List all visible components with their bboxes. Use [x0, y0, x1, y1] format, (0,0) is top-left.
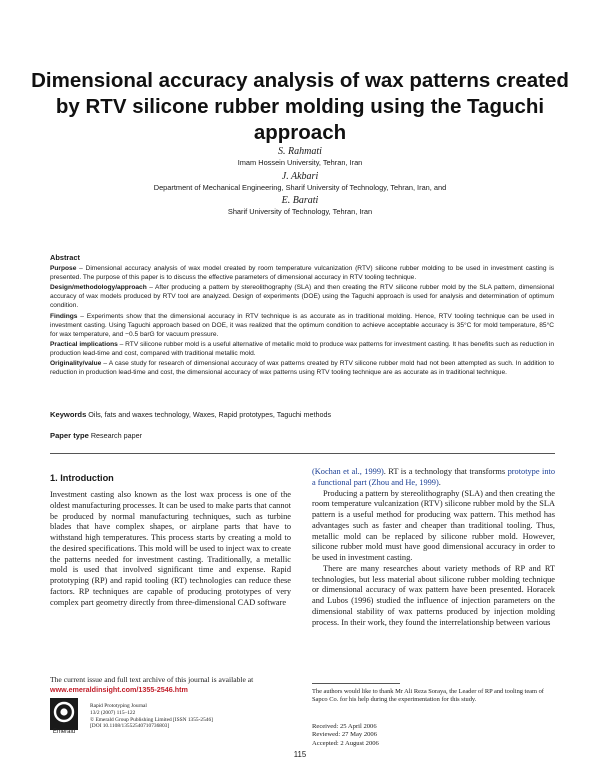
intro-paragraph-continued	[312, 467, 555, 489]
acknowledgement: The authors would like to thank Mr Ali Reza Soraya, the Leader of RP and tooling team of Sapco Co. for his help during the experimentation for this study.	[312, 688, 544, 704]
page-number: 115	[293, 750, 307, 759]
journal-copyright: © Emerald Group Publishing Limited [ISSN 1355-2546]	[90, 716, 213, 723]
abstract-text: – RTV silicone rubber mold is a useful alternative of metallic mold to produce wax patterns for investment casting. It has benefits such as reduction in production lead-time and cost, compared with traditional metallic mold.	[50, 340, 555, 357]
author-affiliation: Sharif University of Technology, Tehran, Iran	[227, 207, 373, 216]
archive-note	[50, 675, 291, 694]
left-column	[50, 490, 291, 608]
abstract-text: – After producing a pattern by stereolithography (SLA) and then creating the RTV silicone rubber mold by the SLA pattern, dimensional accuracy of wax models produced by RTV tool are analyzed. Design of experiments (DOE) using the Taguchi approach is used for analysis and determination of optimum condition.	[50, 284, 554, 310]
author-affiliation: Department of Mechanical Engineering, Sharif University of Technology, Tehran, Iran, and	[153, 182, 447, 192]
right-column	[312, 467, 555, 628]
abstract-text: – Experiments show that the dimensional accuracy in RTV technique is as accurate as in traditional molding. Hence, RTV tooling technique can be used in investment casting. Using Taguchi approach based on DOE, it was realized that the optimum condition to achieve acceptable accuracy is 35°C for mold temperature, 85°C for wax temperature, and −0.5 barG for vacuum pressure.	[50, 312, 554, 338]
intro-paragraph: There are many researches about variety methods of RP and RT technologies, but less material about silicone rubber molding technique or dimensional accuracy of wax pattern have been presented. Horacek and Lubos (1996) studied the influence of injection parameters on the dimensional stability of wax patterns produced by injection molding process. In their work, they found the interrelationship between various	[312, 563, 555, 627]
abstract-implications	[50, 340, 554, 358]
abstract-label: Findings	[50, 312, 78, 320]
abstract-label: Originality/value	[50, 360, 102, 368]
paper-title: Dimensional accuracy analysis of wax patterns created by RTV silicone rubber molding using the Taguchi approach	[31, 69, 569, 144]
emerald-logo-label: Emerald	[52, 729, 76, 735]
reviewed-date: Reviewed: 27 May 2006	[312, 731, 378, 739]
paper-type	[50, 431, 554, 441]
keywords-text: Oils, fats and waxes technology, Waxes, Rapid prototypes, Taguchi methods	[88, 410, 332, 419]
abstract-text: – A case study for research of dimensional accuracy of wax patterns created by RTV silicone rubber mold had not been attempted as such. In addition to reduction in production lead-time and cost, the dimensional accuracy of wax patterns using RTV tooling technique are as accurate as in traditional technique.	[50, 360, 554, 377]
paper-type-text: Research paper	[90, 431, 142, 440]
author-block	[40, 146, 560, 218]
author-affiliation: Imam Hossein University, Tehran, Iran	[237, 158, 363, 167]
journal-url-link[interactable]: www.emeraldinsight.com/1355-2546.htm	[50, 684, 188, 694]
body-text: .	[438, 477, 441, 487]
abstract-design	[50, 283, 554, 310]
abstract-label: Purpose	[50, 265, 77, 273]
citation-link[interactable]: prototype into a functional part (Zhou and He, 1999)	[312, 467, 555, 487]
author-3	[40, 195, 560, 218]
abstract-label: Practical implications	[50, 340, 118, 348]
author-name: E. Barati	[281, 195, 319, 206]
abstract-text: – Dimensional accuracy analysis of wax model created by room temperature vulcanization (RTV) silicone rubber molding to be used in investment casting is presented. The purpose of this paper is to discuss the effective parameters of dimensional accuracy in RTV tooling technique.	[50, 265, 554, 282]
keywords	[50, 410, 554, 420]
body-text: . RT is a technology that transforms	[383, 467, 508, 476]
abstract-purpose	[50, 264, 554, 282]
footnote-divider	[312, 683, 400, 684]
journal-name: Rapid Prototyping Journal	[90, 703, 147, 709]
author-name: S. Rahmati	[278, 146, 322, 157]
intro-paragraph: Producing a pattern by stereolithography (SLA) and then creating the room temperature vulcanization (RTV) silicone rubber mold by the SLA pattern is a useful method for producing wax pattern. This method has advantages such as faster and cheaper than traditional tooling. Thus, metallic mold can be replaced by silicone rubber mold. However, silicone rubber mold must have good dimensional accuracy in order to be used in investment casting.	[312, 488, 555, 562]
received-date: Received: 25 April 2006	[312, 723, 377, 730]
journal-issue: 13/2 (2007) 115–122	[90, 709, 136, 716]
abstract-findings	[50, 312, 554, 339]
emerald-logo	[50, 698, 78, 738]
abstract-heading: Abstract	[50, 253, 80, 262]
keywords-label: Keywords	[50, 410, 87, 419]
abstract-label: Design/methodology/approach	[50, 284, 147, 292]
paper-type-label: Paper type	[50, 431, 89, 440]
author-name: J. Akbari	[281, 170, 319, 182]
history-dates	[312, 723, 555, 748]
citation-link[interactable]: (Kochan et al., 1999)	[312, 467, 384, 476]
author-1	[40, 146, 560, 169]
journal-doi: [DOI 10.1108/13552540710736803]	[90, 723, 170, 730]
abstract-originality	[50, 359, 554, 377]
section-divider	[50, 453, 555, 454]
accepted-date: Accepted: 2 August 2006	[312, 739, 379, 747]
author-2	[40, 171, 560, 194]
intro-paragraph: Investment casting also known as the lost wax process is one of the oldest manufacturing processes. It can be used to make parts that cannot be produced by normal manufacturing techniques, such as turbine blades that have complex shapes, or airplane parts that have to withstand high temperatures. This process starts by creating a mold to the desired specifications. This mold will be used to inject wax to create the patterns needed for investment casting. Traditionally, a metallic mold is used that involved significant time and expense. Rapid prototyping (RP) and rapid tooling (RT) technologies can reduce these factors. RP techniques are capable of producing prototypes of very complex part geometry directly from three-dimensional CAD software	[50, 490, 291, 607]
journal-info	[90, 703, 290, 730]
abstract	[50, 253, 554, 378]
emerald-logo-icon	[50, 698, 78, 730]
introduction-heading: 1. Introduction	[50, 473, 114, 483]
archive-text: The current issue and full text archive of this journal is available at	[50, 675, 254, 684]
